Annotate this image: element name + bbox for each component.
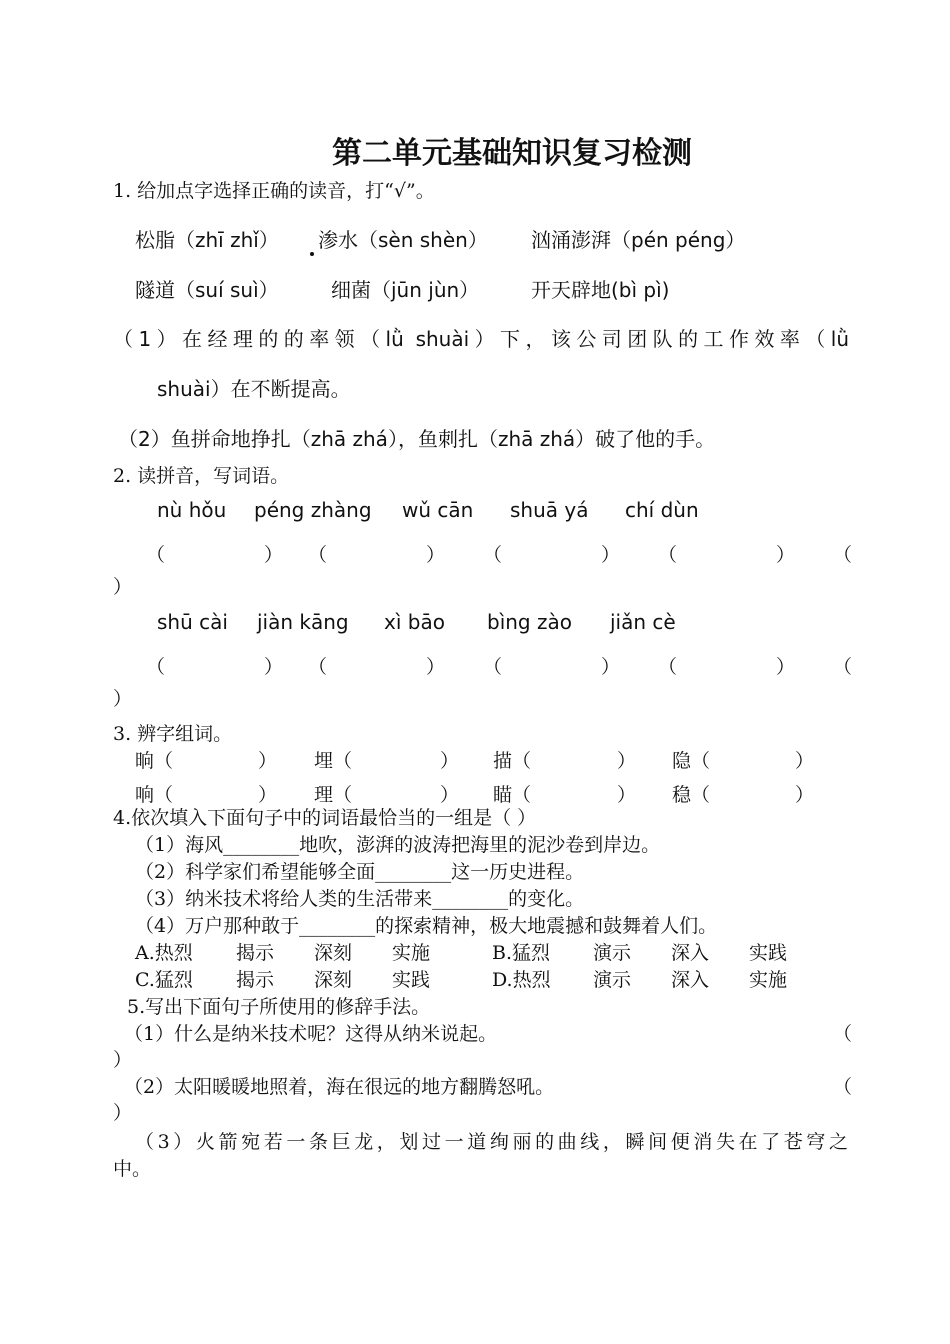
q3-paren: ） xyxy=(617,784,637,806)
q4-option-word: 实践 xyxy=(392,969,431,991)
answer-blank-close: ） xyxy=(426,544,446,566)
q4-option-word: 实践 xyxy=(749,942,788,964)
answer-blank-close: ） xyxy=(264,544,284,566)
q4-option-word: 深入 xyxy=(671,969,710,991)
answer-paren-close: ） xyxy=(113,1049,133,1071)
q4-option: A.热烈 xyxy=(135,942,193,964)
q4-option: D.热烈 xyxy=(492,969,551,991)
q4-option-word: 深刻 xyxy=(314,942,353,964)
q4-option-word: 深刻 xyxy=(314,969,353,991)
q3-paren: ） xyxy=(258,784,278,806)
q5-sentence-cont: 中。 xyxy=(113,1158,152,1180)
answer-blank-close: ） xyxy=(601,544,621,566)
q4-option-word: 深入 xyxy=(671,942,710,964)
answer-blank-close: ） xyxy=(113,576,133,598)
q4-sentence: （4）万户那种敢于________的探索精神，极大地震撼和鼓舞着人们。 xyxy=(135,915,718,937)
answer-blank-close: ） xyxy=(426,656,446,678)
q1-item: 细菌（jūn jùn） xyxy=(331,278,480,302)
q1-item: 渗水（sèn shèn） xyxy=(318,228,488,252)
q4-sentence: （2）科学家们希望能够全面________这一历史进程。 xyxy=(135,861,585,883)
pinyin: xì bāo xyxy=(384,610,445,634)
q1-heading: 1. 给加点字选择正确的读音，打“√”。 xyxy=(113,180,435,202)
q5-sentence: （2）太阳暖暖地照着，海在很远的地方翻腾怒吼。 xyxy=(124,1076,555,1098)
pinyin: wǔ cān xyxy=(402,498,474,522)
answer-blank-open[interactable]: （ xyxy=(833,656,853,678)
q1-sentence2: （2）鱼拼命地挣扎（zhā zhá），鱼刺扎（zhā zhá）破了他的手。 xyxy=(118,427,716,451)
answer-paren-close: ） xyxy=(113,1102,133,1124)
q3-char: 隐（ xyxy=(672,750,711,772)
answer-blank-close: ） xyxy=(776,544,796,566)
q3-paren: ） xyxy=(440,750,460,772)
q1-item: 松脂（zhī zhǐ） xyxy=(135,228,279,252)
emphasis-dot xyxy=(310,252,314,256)
answer-blank-open[interactable]: （ xyxy=(146,656,166,678)
q3-char: 晌（ xyxy=(135,750,174,772)
pinyin: jiǎn cè xyxy=(610,610,676,634)
pinyin: nù hǒu xyxy=(157,498,227,522)
q4-option: C.猛烈 xyxy=(135,969,193,991)
q4-sentence: （1）海风________地吹，澎湃的波涛把海里的泥沙卷到岸边。 xyxy=(135,834,661,856)
q3-char: 描（ xyxy=(493,750,532,772)
q4-option-word: 揭示 xyxy=(236,969,275,991)
q4-option: B.猛烈 xyxy=(492,942,551,964)
q2-heading: 2. 读拼音，写词语。 xyxy=(113,465,290,487)
answer-blank-open[interactable]: （ xyxy=(483,544,503,566)
answer-blank-close: ） xyxy=(113,688,133,710)
answer-blank-close: ） xyxy=(264,656,284,678)
q3-char: 稳（ xyxy=(672,784,711,806)
answer-blank-close: ） xyxy=(601,656,621,678)
q3-char: 埋（ xyxy=(314,750,353,772)
q1-sentence1-cont: shuài）在不断提高。 xyxy=(157,377,351,401)
answer-paren-open[interactable]: （ xyxy=(833,1023,853,1045)
pinyin: jiàn kāng xyxy=(257,610,349,634)
q3-char: 响（ xyxy=(135,784,174,806)
q3-paren: ） xyxy=(795,784,815,806)
q3-paren: ） xyxy=(258,750,278,772)
answer-blank-open[interactable]: （ xyxy=(483,656,503,678)
q3-paren: ） xyxy=(795,750,815,772)
q5-sentence: （3）火箭宛若一条巨龙，划过一道绚丽的曲线，瞬间便消失在了苍穹之 xyxy=(135,1131,848,1153)
q3-char: 瞄（ xyxy=(493,784,532,806)
answer-blank-open[interactable]: （ xyxy=(308,656,328,678)
q4-option-word: 演示 xyxy=(593,969,632,991)
q4-option-word: 演示 xyxy=(593,942,632,964)
pinyin: shuā yá xyxy=(510,498,589,522)
q3-char: 理（ xyxy=(314,784,353,806)
answer-blank-open[interactable]: （ xyxy=(833,544,853,566)
q4-option-word: 实施 xyxy=(392,942,431,964)
q4-option-word: 实施 xyxy=(749,969,788,991)
answer-blank-open[interactable]: （ xyxy=(658,656,678,678)
pinyin: bìng zào xyxy=(487,610,572,634)
answer-paren-open[interactable]: （ xyxy=(833,1076,853,1098)
q1-item: 汹涌澎湃（pén péng） xyxy=(531,228,746,252)
q1-sentence1: （1）在经理的的率领（lǜ shuài）下，该公司团队的工作效率（lǜ xyxy=(113,327,849,351)
answer-blank-close: ） xyxy=(776,656,796,678)
q1-item: 开天辟地(bì pì) xyxy=(531,278,670,302)
page-title: 第二单元基础知识复习检测 xyxy=(332,136,692,171)
answer-blank-open[interactable]: （ xyxy=(658,544,678,566)
answer-blank-open[interactable]: （ xyxy=(308,544,328,566)
pinyin: chí dùn xyxy=(625,498,699,522)
q3-heading: 3. 辨字组词。 xyxy=(113,723,233,745)
q5-sentence: （1）什么是纳米技术呢？这得从纳米说起。 xyxy=(124,1023,498,1045)
q5-heading: 5.写出下面句子所使用的修辞手法。 xyxy=(127,996,431,1018)
q1-item: 隧道（suí suì） xyxy=(135,278,279,302)
answer-blank-open[interactable]: （ xyxy=(146,544,166,566)
pinyin: shū cài xyxy=(157,610,228,634)
pinyin: péng zhàng xyxy=(254,498,372,522)
q4-sentence: （3）纳米技术将给人类的生活带来________的变化。 xyxy=(135,888,585,910)
q3-paren: ） xyxy=(440,784,460,806)
q4-option-word: 揭示 xyxy=(236,942,275,964)
q4-heading: 4.依次填入下面句子中的词语最恰当的一组是（ ） xyxy=(113,807,537,829)
q3-paren: ） xyxy=(617,750,637,772)
